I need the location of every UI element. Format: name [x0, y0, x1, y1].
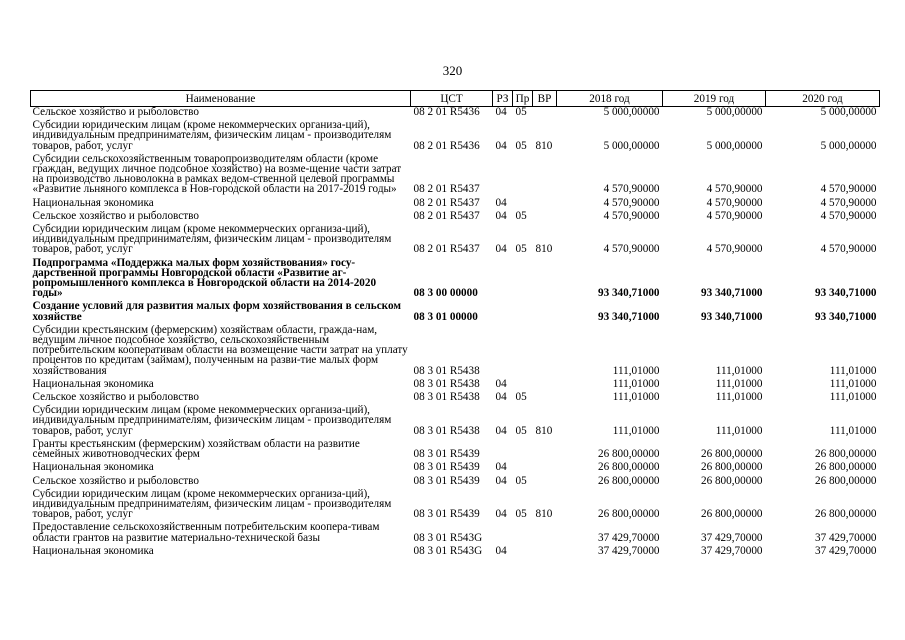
- table-row: [31, 405, 880, 439]
- row-pr: 05: [515, 139, 527, 152]
- row-cst: 08 2 01 R5436: [413, 139, 480, 152]
- row-name: Сельское хозяйство и рыболовство: [32, 474, 199, 487]
- row-2020: 111,01000: [829, 377, 877, 390]
- row-name: Национальная экономика: [32, 196, 154, 209]
- table-row: [31, 198, 880, 211]
- row-rz: [493, 301, 513, 324]
- row-vr: [533, 154, 557, 198]
- row-pr: 05: [515, 391, 527, 404]
- row-rz: 04: [495, 461, 507, 474]
- row-cst: 08 3 00 00000: [413, 287, 478, 300]
- row-2019: 111,01000: [715, 391, 763, 404]
- row-2020: 26 800,00000: [814, 448, 877, 461]
- row-name: Субсидии крестьянским (фермерским) хозяйствам области, гражда-нам, ведущим личное подсобное хозяйство, сельскохозяйственным потребительским кооперативам области на возмещение части затрат на уплату процентов по кредитам (займам), полученным на разви-тие малых форм хозяйствования: [32, 323, 408, 377]
- row-2019: 4 570,90000: [706, 196, 763, 209]
- row-2020: 5 000,00000: [820, 139, 877, 152]
- row-cst: 08 3 01 R5439: [413, 474, 480, 487]
- table-row: [31, 546, 880, 559]
- row-rz: [493, 258, 513, 302]
- row-2019: 26 800,00000: [700, 474, 763, 487]
- row-2020: 111,01000: [829, 364, 877, 377]
- row-cst: 08 3 01 R5439: [413, 448, 480, 461]
- row-vr: 810: [535, 424, 553, 437]
- row-2018: 4 570,90000: [603, 183, 660, 196]
- row-vr: [533, 379, 557, 392]
- row-2020: 37 429,70000: [814, 544, 877, 557]
- row-2018: 111,01000: [612, 424, 660, 437]
- table-row: [31, 258, 880, 302]
- header-name: Наименование: [31, 91, 411, 107]
- row-name: Подпрограмма «Поддержка малых форм хозяйствования» госу-дарственной программы Новгородской области «Развитие аг-ропромышленного комплекса в Новгородской области на 2014-2020 годы»: [32, 256, 377, 300]
- row-2018: 4 570,90000: [603, 243, 660, 256]
- header-2018: 2018 год: [557, 91, 663, 107]
- row-rz: 04: [495, 377, 507, 390]
- row-2020: 4 570,90000: [820, 209, 877, 222]
- row-2018: 4 570,90000: [603, 196, 660, 209]
- row-2018: 93 340,71000: [597, 310, 660, 323]
- row-name: Субсидии юридическим лицам (кроме некоммерческих организа-ций), индивидуальным предпринимателям, физическим лицам - производителям товаров, работ, услуг: [32, 487, 392, 521]
- row-vr: [533, 392, 557, 405]
- row-2020: 4 570,90000: [820, 183, 877, 196]
- row-cst: 08 2 01 R5437: [413, 209, 480, 222]
- row-pr: [513, 462, 533, 475]
- row-2019: 111,01000: [715, 377, 763, 390]
- row-2019: 26 800,00000: [700, 461, 763, 474]
- row-2020: 111,01000: [829, 391, 877, 404]
- row-2019: 4 570,90000: [706, 243, 763, 256]
- row-pr: 05: [515, 424, 527, 437]
- row-vr: [533, 198, 557, 211]
- row-2020: 93 340,71000: [814, 310, 877, 323]
- row-2019: 4 570,90000: [706, 209, 763, 222]
- row-2019: 5 000,00000: [706, 106, 763, 118]
- row-2020: 26 800,00000: [814, 508, 877, 521]
- row-rz: 04: [495, 106, 507, 118]
- row-vr: [533, 325, 557, 379]
- row-pr: 05: [515, 209, 527, 222]
- row-2018: 26 800,00000: [597, 461, 660, 474]
- row-rz: [493, 439, 513, 462]
- table-row: [31, 476, 880, 489]
- header-row: [31, 91, 880, 107]
- row-cst: 08 2 01 R5436: [413, 106, 480, 118]
- row-rz: 04: [495, 424, 507, 437]
- row-2018: 37 429,70000: [597, 531, 660, 544]
- row-2018: 111,01000: [612, 391, 660, 404]
- row-2019: 37 429,70000: [700, 544, 763, 557]
- row-cst: 08 2 01 R5437: [413, 196, 480, 209]
- table-row: [31, 462, 880, 475]
- row-pr: [513, 439, 533, 462]
- row-2019: 111,01000: [715, 364, 763, 377]
- row-2018: 111,01000: [612, 364, 660, 377]
- row-vr: [533, 211, 557, 224]
- row-2020: 93 340,71000: [814, 287, 877, 300]
- row-2018: 93 340,71000: [597, 287, 660, 300]
- row-2019: 26 800,00000: [700, 448, 763, 461]
- row-vr: 810: [535, 139, 553, 152]
- row-2020: 26 800,00000: [814, 474, 877, 487]
- row-cst: 08 3 01 R5438: [413, 391, 480, 404]
- row-cst: 08 3 01 R543G: [413, 544, 483, 557]
- row-vr: [533, 107, 557, 121]
- row-2020: 111,01000: [829, 424, 877, 437]
- row-cst: 08 3 01 00000: [413, 310, 478, 323]
- header-cst: ЦСТ: [411, 91, 493, 107]
- row-vr: [533, 546, 557, 559]
- row-pr: 05: [515, 508, 527, 521]
- row-2018: 26 800,00000: [597, 448, 660, 461]
- row-2019: 4 570,90000: [706, 183, 763, 196]
- row-cst: 08 3 01 R5438: [413, 377, 480, 390]
- row-name: Предоставление сельскохозяйственным потребительским коопера-тивам области грантов на развитие материально-технической базы: [32, 521, 380, 544]
- row-name: Национальная экономика: [32, 377, 154, 390]
- row-rz: [493, 522, 513, 545]
- row-2020: 37 429,70000: [814, 531, 877, 544]
- row-pr: [513, 546, 533, 559]
- row-cst: 08 2 01 R5437: [413, 243, 480, 256]
- row-cst: 08 3 01 R5438: [413, 424, 480, 437]
- row-pr: 05: [515, 474, 527, 487]
- row-cst: 08 3 01 R5439: [413, 508, 480, 521]
- row-vr: [533, 462, 557, 475]
- budget-table: [30, 90, 880, 559]
- row-vr: 810: [535, 243, 553, 256]
- row-2020: 26 800,00000: [814, 461, 877, 474]
- row-rz: [493, 325, 513, 379]
- row-rz: 04: [495, 544, 507, 557]
- row-2018: 111,01000: [612, 377, 660, 390]
- row-vr: [533, 258, 557, 302]
- page-number: 320: [442, 63, 463, 78]
- table-row: [31, 224, 880, 258]
- row-name: Национальная экономика: [32, 461, 154, 474]
- row-2018: 37 429,70000: [597, 544, 660, 557]
- row-2018: 5 000,00000: [603, 106, 660, 118]
- row-2018: 4 570,90000: [603, 209, 660, 222]
- row-2020: 4 570,90000: [820, 196, 877, 209]
- row-name: Сельское хозяйство и рыболовство: [32, 209, 199, 222]
- table-row: [31, 107, 880, 121]
- table-row: [31, 439, 880, 462]
- table-row: [31, 154, 880, 198]
- header-2020: 2020 год: [766, 91, 880, 107]
- row-cst: 08 3 01 R5439: [413, 461, 480, 474]
- row-pr: [513, 522, 533, 545]
- row-2019: 93 340,71000: [700, 287, 763, 300]
- table-row: [31, 120, 880, 154]
- row-vr: 810: [535, 508, 553, 521]
- row-name: Гранты крестьянским (фермерским) хозяйствам области на развитие семейных животноводческих ферм: [32, 437, 360, 461]
- row-2020: 4 570,90000: [820, 243, 877, 256]
- row-vr: [533, 522, 557, 545]
- row-2019: 111,01000: [715, 424, 763, 437]
- row-name: Сельское хозяйство и рыболовство: [32, 106, 199, 118]
- row-vr: [533, 476, 557, 489]
- row-rz: 04: [495, 508, 507, 521]
- row-pr: [513, 198, 533, 211]
- row-rz: 04: [495, 474, 507, 487]
- table-row: [31, 301, 880, 324]
- row-2018: 5 000,00000: [603, 139, 660, 152]
- row-rz: 04: [495, 243, 507, 256]
- table-row: [31, 489, 880, 523]
- header-pr: Пр: [513, 91, 533, 107]
- row-name: Субсидии юридическим лицам (кроме некоммерческих организа-ций), индивидуальным предпринимателям, физическим лицам - производителям товаров, работ, услуг: [32, 119, 392, 152]
- row-name: Национальная экономика: [32, 544, 154, 557]
- row-name: Сельское хозяйство и рыболовство: [32, 391, 199, 404]
- row-2018: 26 800,00000: [597, 508, 660, 521]
- row-pr: 05: [515, 243, 527, 256]
- row-rz: 04: [495, 391, 507, 404]
- row-cst: 08 2 01 R5437: [413, 183, 480, 196]
- row-name: Субсидии сельскохозяйственным товаропроизводителям области (кроме граждан, ведущих личное подсобное хозяйство) на возме-щение части затрат на производство льноволокна в рамках ведом-ственной целевой программы «Развитие льняного комплекса в Нов-городской области на 2017-2019 годы»: [32, 152, 402, 196]
- row-pr: [513, 154, 533, 198]
- row-vr: [533, 439, 557, 462]
- row-rz: 04: [495, 209, 507, 222]
- row-2019: 5 000,00000: [706, 139, 763, 152]
- row-2020: 5 000,00000: [820, 106, 877, 118]
- row-vr: [533, 301, 557, 324]
- row-2019: 37 429,70000: [700, 531, 763, 544]
- header-2019: 2019 год: [663, 91, 766, 107]
- row-pr: [513, 258, 533, 302]
- row-rz: [493, 154, 513, 198]
- row-2019: 93 340,71000: [700, 310, 763, 323]
- row-name: Субсидии юридическим лицам (кроме некоммерческих организа-ций), индивидуальным предпринимателям, физическим лицам - производителям товаров, работ, услуг: [32, 223, 392, 256]
- row-2019: 26 800,00000: [700, 508, 763, 521]
- row-rz: 04: [495, 196, 507, 209]
- header-vr: ВР: [533, 91, 557, 107]
- row-cst: 08 3 01 R5438: [413, 364, 480, 377]
- row-2018: 26 800,00000: [597, 474, 660, 487]
- row-cst: 08 3 01 R543G: [413, 531, 483, 544]
- table-row: [31, 325, 880, 379]
- row-name: Создание условий для развития малых форм хозяйствования в сельском хозяйстве: [32, 300, 401, 323]
- row-name: Субсидии юридическим лицам (кроме некоммерческих организа-ций), индивидуальным предпринимателям, физическим лицам - производителям товаров, работ, услуг: [32, 404, 392, 437]
- row-pr: [513, 325, 533, 379]
- row-pr: 05: [515, 106, 527, 118]
- header-rz: РЗ: [493, 91, 513, 107]
- table-row: [31, 522, 880, 545]
- row-rz: 04: [495, 139, 507, 152]
- row-pr: [513, 301, 533, 324]
